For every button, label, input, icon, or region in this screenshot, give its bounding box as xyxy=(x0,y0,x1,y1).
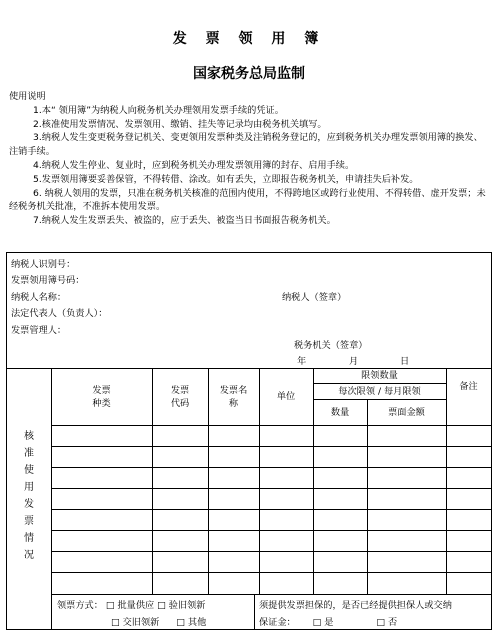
checkbox-icon[interactable]: □ xyxy=(376,617,386,628)
divider xyxy=(51,446,491,447)
header-quantity: 数量 xyxy=(330,406,350,418)
divider xyxy=(51,572,491,573)
page-subtitle: 国家税务总局监制 xyxy=(193,66,305,82)
header-amount: 票面金额 xyxy=(388,406,425,418)
date-day: 日 xyxy=(400,356,410,367)
instruction-item: 6. 纳税人领用的发票，只准在税务机关核准的范围内使用，不得跨地区或跨行业使用、不得转借、虚开发票；未经税务机关批准，不准拆本使用发票。 xyxy=(9,187,486,213)
divider xyxy=(51,488,491,489)
divider xyxy=(254,594,255,629)
checkbox-icon[interactable]: □ xyxy=(157,600,166,611)
divider xyxy=(51,551,491,552)
method-row-2: □ 交旧领新 □ 其他 xyxy=(111,617,207,628)
instruction-item: 4.纳税人发生停业、复业时，应到税务机关办理发票领用簿的封存、启用手续。 xyxy=(33,159,355,171)
checkbox-icon[interactable]: □ xyxy=(312,617,322,628)
header-unit: 单位 xyxy=(276,391,296,402)
header-invoice-type: 发票 种类 xyxy=(92,384,111,409)
page-title: 发 票 领 用 簿 xyxy=(172,31,326,47)
method-label: 领票方式： xyxy=(57,600,103,611)
legal-rep-label: 法定代表人（负责人）： xyxy=(11,308,108,319)
checkbox-icon[interactable]: □ xyxy=(105,600,115,611)
header-remark: 备注 xyxy=(459,380,478,392)
taxpayer-id-label: 纳税人识别号： xyxy=(11,259,76,270)
instruction-item: 2.核准使用发票情况、发票领用、缴销、挂失等记录均由税务机关填写。 xyxy=(33,118,327,130)
method-row: 领票方式： □ 批量供应 □ 验旧领新 xyxy=(57,600,206,611)
taxpayer-name-label: 纳税人名称： xyxy=(11,292,67,303)
instructions-heading: 使用说明 xyxy=(9,91,46,102)
instruction-item: 1.本“ 领用簿”为纳税人向税务机关办理领用发票手续的凭证。 xyxy=(33,104,284,116)
checkbox-icon[interactable]: □ xyxy=(111,617,120,628)
header-limit-sub: 每次限领 / 每月限领 xyxy=(338,385,421,397)
divider xyxy=(51,530,491,531)
side-label: 核 准 使 用 发 票 情 况 xyxy=(24,431,34,561)
divider xyxy=(51,467,491,468)
instructions xyxy=(9,90,491,228)
taxpayer-seal-label: 纳税人（签章） xyxy=(282,292,347,303)
instruction-item: 3.纳税人发生变更税务登记机关、变更领用发票种类及注销税务登记的，应到税务机关办理发票领用簿的换发、注销手续。 xyxy=(9,132,483,158)
checkbox-icon[interactable]: □ xyxy=(176,617,185,628)
header-invoice-code: 发票 代码 xyxy=(170,384,190,409)
book-no-label: 发票领用簿号码： xyxy=(11,275,85,286)
date-month: 月 xyxy=(349,356,359,367)
tax-seal-label: 税务机关（签章） xyxy=(294,340,368,351)
instruction-item: 5.发票领用簿要妥善保管，不得转借、涂改。如有丢失，立即报告税务机关，申请挂失后补发。 xyxy=(33,173,419,185)
manager-label: 发票管理人： xyxy=(11,325,67,336)
header-limit: 限领数量 xyxy=(361,370,398,381)
divider xyxy=(51,425,491,426)
divider xyxy=(51,509,491,510)
date-year: 年 xyxy=(297,356,307,367)
form-box xyxy=(6,252,492,630)
guarantee-question: 须提供发票担保的，是否已经提供担保人或交纳 xyxy=(259,600,452,611)
guarantee-row: 保证金： □ 是 □ 否 xyxy=(259,617,398,628)
instruction-item: 7.纳税人发生发票丢失、被盗的，应于丢失、被盗当日书面报告税务机关。 xyxy=(33,215,336,227)
divider xyxy=(51,594,491,595)
divider xyxy=(367,399,368,594)
header-invoice-name: 发票名 称 xyxy=(219,384,248,409)
